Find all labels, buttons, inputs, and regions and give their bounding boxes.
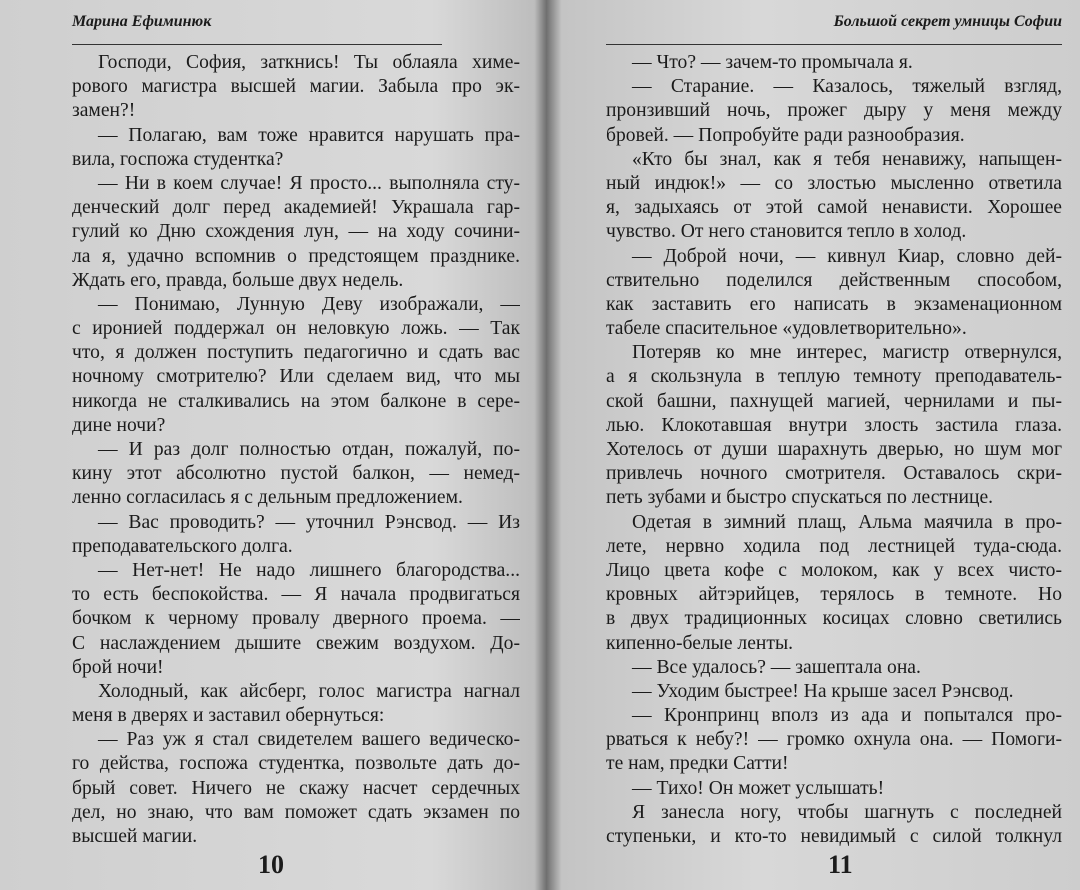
text-line: бочком к черному провалу дверного проема. — [72,608,520,630]
text-line: привлечь ночного смотрителя. Оставалось скри- [606,463,1062,485]
text-line: ла я, удачно вспомнив о предстоящем празднике. [72,245,520,267]
text-line: — Доброй ночи, — кивнул Киар, словно дей- [632,245,1062,267]
text-line: замен?! [72,100,136,122]
text-line: — Полагаю, вам тоже нравится нарушать пра- [98,124,520,146]
text-line: дине ночи? [72,414,166,436]
text-line: кровных айтэрийцев, терялось в темноте. Но [606,584,1062,606]
text-line: Господи, София, заткнись! Ты облаяла химе- [98,52,520,73]
text-line: кипенно-белые ленты. [606,632,794,654]
running-head-title: Большой секрет умницы Софии [606,0,1062,45]
text-line: вила, госпожа студентка? [72,148,284,170]
text-line: рового магистра высшей магии. Забыла про эк- [72,76,520,98]
text-line: с иронией поддержал он неловкую ложь. — Так [72,318,520,340]
text-line: петь зубами и быстро спускаться по лестнице. [606,487,994,509]
text-line: лете, нервно ходила под лестницей туда-сюда. [606,535,1062,557]
text-line: С наслаждением дышите свежим воздухом. До- [72,632,520,654]
text-line: ночному смотрителю? Или сделаем вид, что мы [72,366,520,388]
text-line: ленно согласилась я с дельным предложением. [72,487,463,509]
text-line: гулий ко Дню схождения лун, — на ходу сочини- [72,221,520,243]
text-line: пронзивший ночь, прожег дыру у меня между [606,100,1062,122]
page-number: 11 [828,850,853,879]
text-line: ской башни, пахнущей магией, чернилами и пы- [606,390,1062,412]
page-number: 10 [258,850,284,879]
text-line: меня в дверях и заставил обернуться: [72,705,385,727]
text-line: — Нет-нет! Не надо лишнего благородства... [98,559,520,581]
text-line: чувство. От него становится тепло в холод. [606,221,967,243]
text-line: — Кронпринц вполз из ада и попытался про- [632,705,1062,727]
text-line: как заставить его написать в экзаменационном [606,293,1062,315]
text-line: рваться к небу?! — громко охнула она. — Помоги- [606,729,1062,751]
text-line: — Ни в коем случае! Я просто... выполняла сту- [98,172,520,194]
text-line: дел, но знаю, что вам поможет сдать экзамен по [72,801,520,823]
text-line: Холодный, как айсберг, голос магистра нагнал [98,680,520,702]
text-line: никогда не сталкивались на этом балконе в сере- [72,390,520,412]
text-line: «Кто бы знал, как я тебя ненавижу, напыщен- [632,148,1062,170]
left-page-text [72,45,520,849]
text-line: высшей магии. [72,826,198,847]
text-line: я, задыхаясь от этой самой ненависти. Хорошее [606,197,1062,219]
text-line: Лицо цвета кофе с молоком, как у всех чисто- [606,559,1062,581]
text-line: — Старание. — Казалось, тяжелый взгляд, [632,76,1062,98]
text-line: бровей. — Попробуйте ради разнообразия. [606,124,965,146]
text-line: в двух традиционных косицах словно светились [606,608,1062,630]
text-line: ступеньки, и кто-то невидимый с силой толкнул [606,826,1062,847]
text-line: — Понимаю, Лунную Деву изображали, — [98,293,520,315]
text-line: преподавательского долга. [72,535,293,557]
text-line: табеле спасительное «удовлетворительно». [606,318,967,340]
text-line: те нам, предки Сатти! [606,753,789,775]
text-line: — Тихо! Он может услышать! [632,777,885,799]
text-line: Потеряв ко мне интерес, магистр отвернулся, [632,342,1062,364]
text-line: — Уходим быстрее! На крыше засел Рэнсвод. [632,680,1014,702]
running-head-author: Марина Ефиминюк [72,0,442,45]
text-line: Одетая в зимний плащ, Альма маячила в про- [632,511,1062,533]
text-line: кину этот абсолютно пустой балкон, — немед- [72,463,520,485]
text-line: то есть беспокойства. — Я начала продвигаться [72,584,520,606]
text-line: — Что? — зачем-то промычала я. [632,52,913,73]
right-page [548,0,1080,890]
text-line: что, я должен поступить педагогично и сдать вас [72,342,520,364]
text-line: — И раз долг полностью отдан, пожалуй, по- [98,439,520,460]
text-line: Хотелось от души шарахнуть дверью, но шум мог [606,439,1062,460]
text-line: — Все удалось? — зашептала она. [632,656,921,678]
text-line: ный индюк!» — со злостью мысленно ответила [606,172,1062,194]
text-line: а я скользнула в теплую темноту преподаватель- [606,366,1062,388]
text-line: лью. Клокотавшая внутри злость застила глаза. [606,414,1062,436]
right-page-text [606,45,1062,849]
text-line: ствительно поделился действенным способом, [606,269,1062,291]
text-line: го действа, госпожа студентка, позвольте дать до- [72,753,520,775]
text-line: — Раз уж я стал свидетелем вашего ведическо- [98,729,520,751]
text-line: Я занесла ногу, чтобы шагнуть с последней [632,801,1062,823]
text-line: брый совет. Ничего не скажу насчет сердечных [72,777,520,799]
text-line: денческий долг перед академией! Украшала гар- [72,197,520,219]
text-line: — Вас проводить? — уточнил Рэнсвод. — Из [98,511,520,533]
text-line: Ждать его, правда, больше двух недель. [72,269,404,291]
text-line: брой ночи! [72,656,164,678]
